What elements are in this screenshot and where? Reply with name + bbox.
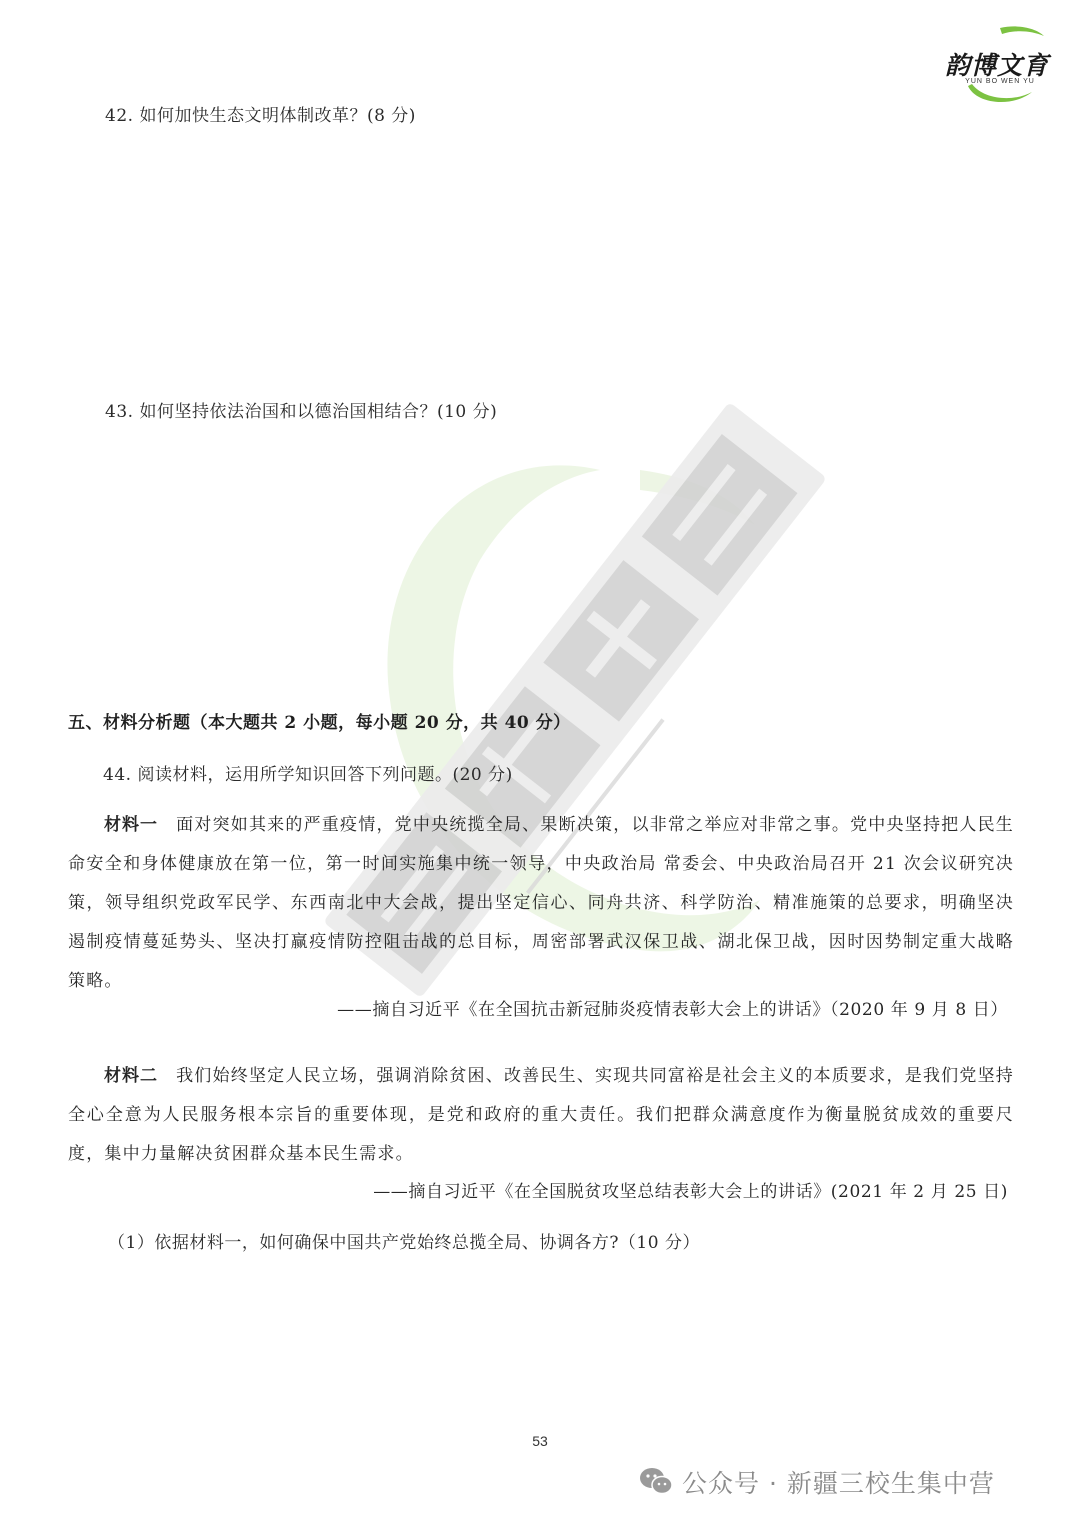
material-2-text: 我们始终坚定人民立场，强调消除贫困、改善民生、实现共同富裕是社会主义的本质要求，是我们党坚持全心全意为人民服务根本宗旨的重要体现，是党和政府的重大责任。我们把群众满意度作为衡量脱贫成效的重要尺度，集中力量解决贫困群众基本民生需求。 <box>68 1066 1015 1164</box>
section-title: 五、材料分析题（本大题共 2 小题，每小题 20 分，共 40 分） <box>68 713 571 733</box>
footer-text: 公众号 · 新疆三校生集中营 <box>682 1469 995 1498</box>
material-1-source: ——摘自习近平《在全国抗击新冠肺炎疫情表彰大会上的讲话》（2020 年 9 月 8 日） <box>337 1000 1008 1020</box>
logo-subtext: YUN BO WEN YU <box>965 78 1035 85</box>
material-1-text: 面对突如其来的严重疫情，党中央统揽全局、果断决策，以非常之举应对非常之事。党中央坚持把人民生命安全和身体健康放在第一位，第一时间实施集中统一领导，中央政治局 常委会、中央政治局召开 21 次会议研究决策，领导组织党政军民学、东西南北中大会战，提出坚定信心、同舟共济、科学防治、精准施策的总要求，明确坚决遏制疫情蔓延势头、坚决打赢疫情防控阻击战的总目标，周密部署武汉保卫战、湖北保卫战，因时因势制定重大战略策略。 <box>68 815 1015 991</box>
page-number: 53 <box>532 1433 548 1449</box>
wechat-icon <box>638 1466 674 1496</box>
material-2 <box>68 1057 1014 1174</box>
material-2-source: ——摘自习近平《在全国脱贫攻坚总结表彰大会上的讲话》(2021 年 2 月 25 日) <box>373 1182 1008 1202</box>
question-42: 42. 如何加快生态文明体制改革？(8 分) <box>105 106 416 126</box>
sub-question-1: （1）依据材料一，如何确保中国共产党始终总揽全局、协调各方?（10 分） <box>108 1233 700 1253</box>
question-44: 44. 阅读材料，运用所学知识回答下列问题。(20 分) <box>103 765 513 785</box>
header-logo <box>940 22 1050 108</box>
logo-text: 韵博文育 <box>944 51 1049 80</box>
material-2-label: 材料二 <box>104 1066 159 1086</box>
footer <box>638 1460 1058 1504</box>
material-1 <box>68 806 1014 1001</box>
question-43: 43. 如何坚持依法治国和以德治国相结合？(10 分) <box>105 402 498 422</box>
material-1-label: 材料一 <box>104 815 159 835</box>
